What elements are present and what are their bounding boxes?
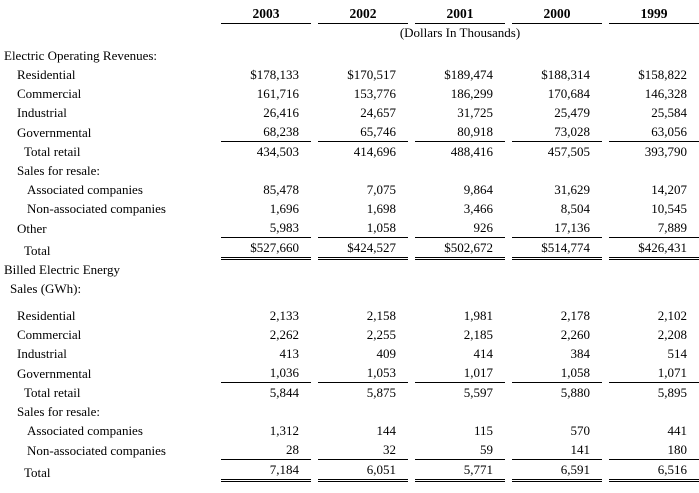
value-cell: 1,312 [269, 423, 299, 438]
value-cell: $189,474 [444, 67, 493, 82]
value-cell: $170,517 [347, 67, 396, 82]
value-cell: 5,597 [463, 385, 493, 400]
value-cell: 2,178 [560, 308, 590, 323]
value-cell: $188,314 [541, 67, 590, 82]
row-label: Billed Electric Energy [4, 262, 120, 277]
units-note-row [2, 24, 699, 46]
value-cell: 7,184 [221, 460, 311, 482]
value-cell: 7,075 [366, 182, 396, 197]
value-cell: 1,071 [609, 363, 699, 383]
value-cell: $502,672 [415, 238, 505, 260]
value-cell: 5,875 [366, 385, 396, 400]
value-cell: 1,058 [318, 218, 408, 238]
value-cell: 1,053 [318, 363, 408, 383]
row-label: Other [17, 221, 47, 236]
value-cell: 180 [609, 440, 699, 460]
row-label: Total retail [24, 144, 81, 159]
section-label-row [2, 260, 699, 279]
value-cell: 2,260 [560, 327, 590, 342]
value-cell: 514 [667, 346, 687, 361]
row-label: Governmental [17, 125, 92, 140]
value-cell: 186,299 [450, 86, 493, 101]
value-cell: 414 [473, 346, 493, 361]
table-data-row [2, 344, 699, 363]
value-cell: $158,822 [638, 67, 687, 82]
value-cell: 413 [279, 346, 299, 361]
value-cell: 5,895 [657, 385, 687, 400]
row-label: Total [24, 465, 51, 480]
table-body [2, 46, 699, 482]
value-cell: 5,983 [221, 218, 311, 238]
value-cell: 488,416 [450, 144, 493, 159]
row-label: Residential [17, 67, 76, 82]
row-label: Sales for resale: [17, 163, 101, 178]
value-cell: 3,466 [463, 201, 493, 216]
value-cell: 2,102 [657, 308, 687, 323]
table-data-row [2, 180, 699, 199]
value-cell: $527,660 [221, 238, 311, 260]
value-cell: 141 [512, 440, 602, 460]
value-cell: 6,516 [609, 460, 699, 482]
value-cell: 2,255 [366, 327, 396, 342]
value-cell: 5,880 [560, 385, 590, 400]
table-data-row [2, 363, 699, 383]
units-note: (Dollars In Thousands) [399, 25, 521, 40]
value-cell: 31,725 [457, 105, 493, 120]
value-cell: 17,136 [512, 218, 602, 238]
row-label: Associated companies [27, 423, 143, 438]
value-cell: 570 [570, 423, 590, 438]
table-data-row [2, 122, 699, 142]
value-cell: 1,017 [415, 363, 505, 383]
value-cell: $424,527 [318, 238, 408, 260]
table-data-row [2, 440, 699, 460]
table-data-row [2, 238, 699, 260]
value-cell: 5,771 [415, 460, 505, 482]
value-cell: 1,696 [269, 201, 299, 216]
value-cell: $426,431 [609, 238, 699, 260]
value-cell: 2,185 [463, 327, 493, 342]
value-cell: $514,774 [512, 238, 602, 260]
value-cell: 25,584 [651, 105, 687, 120]
value-cell: 9,864 [463, 182, 493, 197]
value-cell: 24,657 [360, 105, 396, 120]
year-header-1999: 1999 [609, 4, 699, 24]
value-cell: 1,698 [366, 201, 396, 216]
table-data-row [2, 142, 699, 161]
value-cell: 1,058 [512, 363, 602, 383]
value-cell: 8,504 [560, 201, 590, 216]
row-label: Electric Operating Revenues: [4, 48, 158, 63]
row-label: Non-associated companies [27, 201, 166, 216]
value-cell: 25,479 [554, 105, 590, 120]
year-header-2001: 2001 [415, 4, 505, 24]
value-cell: 65,746 [318, 122, 408, 142]
value-cell: 2,158 [366, 308, 396, 323]
row-spacer [2, 298, 699, 306]
table-data-row [2, 65, 699, 84]
row-label: Commercial [17, 86, 82, 101]
table-data-row [2, 218, 699, 238]
table-header-row [2, 4, 699, 24]
row-label: Industrial [17, 346, 67, 361]
table-data-row [2, 199, 699, 218]
row-label: Associated companies [27, 182, 143, 197]
section-label-row [2, 161, 699, 180]
value-cell: 7,889 [609, 218, 699, 238]
value-cell: 6,591 [512, 460, 602, 482]
value-cell: 115 [473, 423, 493, 438]
value-cell: 59 [415, 440, 505, 460]
value-cell: 80,918 [415, 122, 505, 142]
value-cell: 1,981 [463, 308, 493, 323]
section-label-row [2, 402, 699, 421]
value-cell: 144 [376, 423, 396, 438]
value-cell: 170,684 [547, 86, 590, 101]
section-label-row [2, 279, 699, 298]
table-data-row [2, 383, 699, 402]
value-cell: 2,262 [269, 327, 299, 342]
value-cell: 434,503 [256, 144, 299, 159]
row-label: Residential [17, 308, 76, 323]
value-cell: 6,051 [318, 460, 408, 482]
value-cell: 5,844 [269, 385, 299, 400]
row-label: Sales (GWh): [10, 281, 82, 296]
table-data-row [2, 460, 699, 482]
value-cell: 457,505 [547, 144, 590, 159]
value-cell: 68,238 [221, 122, 311, 142]
value-cell: $178,133 [250, 67, 299, 82]
row-label: Industrial [17, 105, 67, 120]
value-cell: 63,056 [609, 122, 699, 142]
table-data-row [2, 103, 699, 122]
value-cell: 73,028 [512, 122, 602, 142]
value-cell: 14,207 [651, 182, 687, 197]
value-cell: 26,416 [263, 105, 299, 120]
value-cell: 926 [415, 218, 505, 238]
section-label-row [2, 46, 699, 65]
table-data-row [2, 84, 699, 103]
value-cell: 31,629 [554, 182, 590, 197]
value-cell: 32 [318, 440, 408, 460]
value-cell: 441 [667, 423, 687, 438]
value-cell: 384 [570, 346, 590, 361]
row-label: Total retail [24, 385, 81, 400]
value-cell: 10,545 [651, 201, 687, 216]
row-label: Sales for resale: [17, 404, 101, 419]
table-data-row [2, 306, 699, 325]
year-header-2003: 2003 [221, 4, 311, 24]
row-label: Governmental [17, 366, 92, 381]
value-cell: 153,776 [353, 86, 396, 101]
value-cell: 1,036 [221, 363, 311, 383]
value-cell: 28 [221, 440, 311, 460]
value-cell: 85,478 [263, 182, 299, 197]
value-cell: 2,208 [657, 327, 687, 342]
table-data-row [2, 325, 699, 344]
row-label: Total [24, 243, 51, 258]
value-cell: 161,716 [256, 86, 299, 101]
row-label: Commercial [17, 327, 82, 342]
table-data-row [2, 421, 699, 440]
year-header-2000: 2000 [512, 4, 602, 24]
value-cell: 146,328 [644, 86, 687, 101]
year-header-2002: 2002 [318, 4, 408, 24]
value-cell: 414,696 [353, 144, 396, 159]
row-label: Non-associated companies [27, 443, 166, 458]
value-cell: 393,790 [644, 144, 687, 159]
value-cell: 409 [376, 346, 396, 361]
value-cell: 2,133 [269, 308, 299, 323]
